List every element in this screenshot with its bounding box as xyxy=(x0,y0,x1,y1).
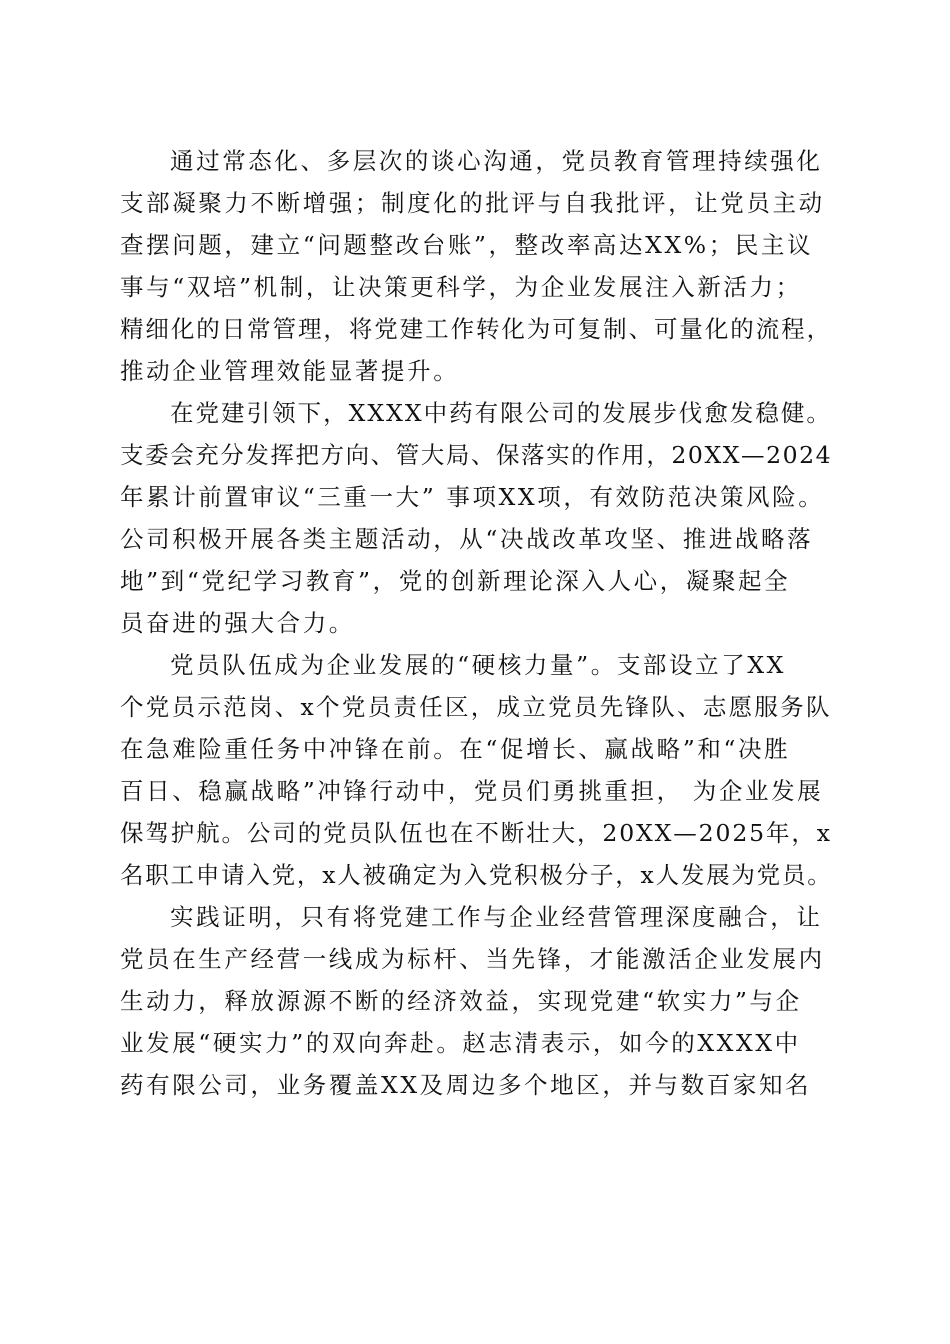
text-line: 公司积极开展各类主题活动，从“决战改革攻坚、推进战略落 xyxy=(120,525,814,553)
text-line: 药有限公司，业务覆盖XX及周边多个地区，并与数百家知名 xyxy=(120,1071,812,1099)
text-line: 地”到“党纪学习教育”，党的创新理论深入人心，凝聚起全 xyxy=(120,567,791,595)
text-line: 年累计前置审议“三重一大” 事项XX项，有效防范决策风险。 xyxy=(120,483,825,511)
text-line: 名职工申请入党，x人被确定为入党积极分子，x人发展为党员。 xyxy=(120,861,833,889)
paragraph xyxy=(120,896,835,1106)
text-line: 员奋进的强大合力。 xyxy=(120,609,355,637)
text-line: 业发展“硬实力”的双向奔赴。赵志清表示，如今的XXXX中 xyxy=(120,1029,801,1057)
text-line: 百日、稳赢战略”冲锋行动中，党员们勇挑重担， 为企业发展 xyxy=(120,777,824,805)
text-line: 通过常态化、多层次的谈心沟通，党员教育管理持续强化 xyxy=(170,147,823,175)
text-line: 实践证明，只有将党建工作与企业经营管理深度融合，让 xyxy=(170,903,823,931)
text-line: 个党员示范岗、x个党员责任区，成立党员先锋队、志愿服务队 xyxy=(120,693,832,721)
text-line: 支部凝聚力不断增强；制度化的批评与自我批评，让党员主动 xyxy=(120,189,825,217)
text-line: 生动力，释放源源不断的经济效益，实现党建“软实力”与企 xyxy=(120,987,802,1015)
text-line: 保驾护航。公司的党员队伍也在不断壮大，20XX—2025年，x xyxy=(120,819,832,847)
text-line: 精细化的日常管理，将党建工作转化为可复制、可量化的流程， xyxy=(120,315,832,343)
text-line: 党员在生产经营一线成为标杆、当先锋，才能激活企业发展内 xyxy=(120,945,825,973)
text-line: 事与“双培”机制，让决策更科学，为企业发展注入新活力； xyxy=(120,273,802,301)
text-line: 党员队伍成为企业发展的“硬核力量”。支部设立了XX xyxy=(170,651,786,679)
text-line: 在急难险重任务中冲锋在前。在“促增长、赢战略”和“决胜 xyxy=(120,735,791,763)
text-line: 推动企业管理效能显著提升。 xyxy=(120,357,460,385)
body-text xyxy=(120,140,835,1106)
text-line: 查摆问题，建立“问题整改台账”，整改率高达XX%；民主议 xyxy=(120,231,814,259)
paragraph xyxy=(120,392,835,644)
paragraph xyxy=(120,644,835,896)
text-line: 支委会充分发挥把方向、管大局、保落实的作用，20XX—2024 xyxy=(120,441,833,469)
paragraph xyxy=(120,140,835,392)
text-line: 在党建引领下，XXXX中药有限公司的发展步伐愈发稳健。 xyxy=(170,399,832,427)
